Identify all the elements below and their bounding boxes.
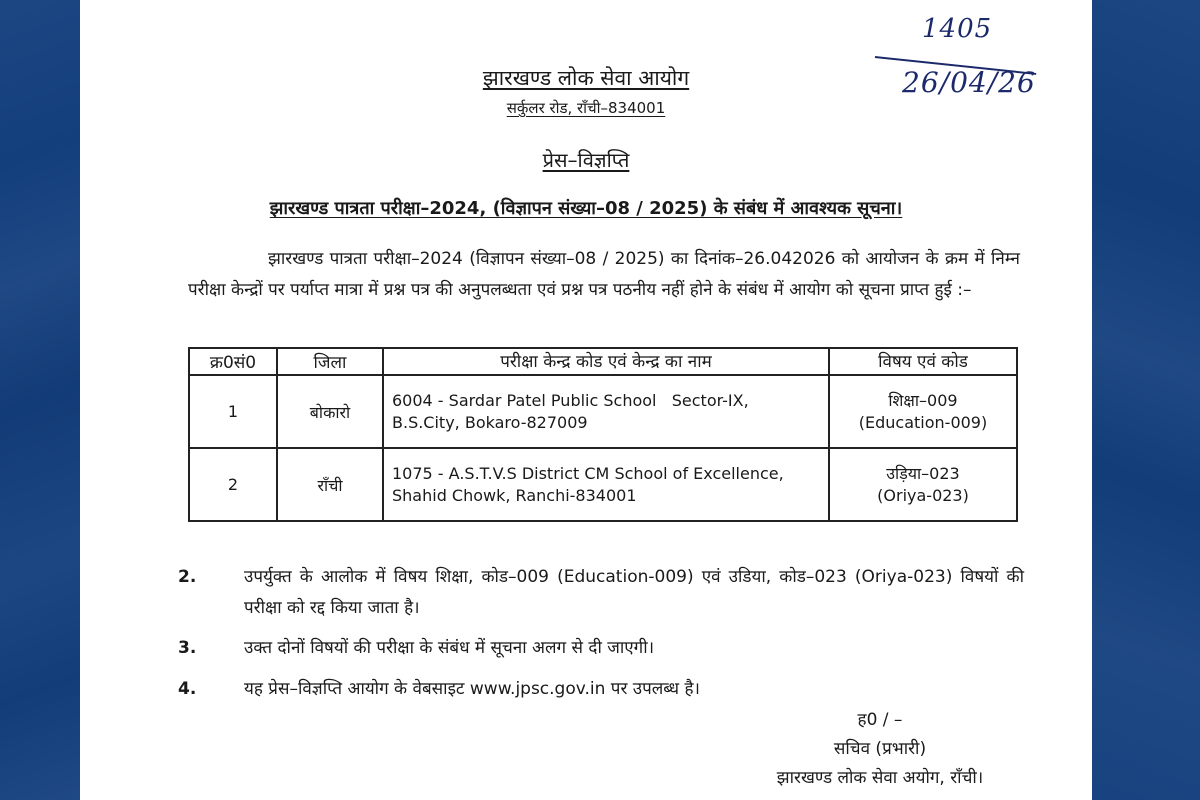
table-row bbox=[189, 448, 1017, 521]
subject-english: (Education-009) bbox=[858, 412, 988, 432]
left-blue-border bbox=[0, 0, 80, 800]
column-header-district: जिला bbox=[277, 348, 383, 375]
cell-centre bbox=[383, 448, 829, 521]
point-4 bbox=[178, 674, 1024, 705]
point-number: 3. bbox=[178, 638, 197, 658]
signature-block bbox=[700, 706, 1060, 793]
right-blue-border bbox=[1092, 0, 1200, 800]
exam-centre-table bbox=[188, 347, 1018, 522]
cell-district: राँची bbox=[277, 448, 383, 521]
centre-name-line: 1075 - A.S.T.V.S District CM School of Excellence, bbox=[392, 463, 784, 483]
column-header-centre: परीक्षा केन्द्र कोड एवं केन्द्र का नाम bbox=[383, 348, 829, 375]
press-release-document bbox=[80, 0, 1092, 800]
point-number: 2. bbox=[178, 567, 197, 587]
point-number: 4. bbox=[178, 679, 197, 699]
organization-address: सर्कुलर रोड, राँची–834001 bbox=[506, 99, 666, 117]
signatory-office: झारखण्ड लोक सेवा अयोग, राँची। bbox=[776, 768, 984, 788]
column-header-serial: क्र0सं0 bbox=[189, 348, 277, 375]
intro-paragraph: झारखण्ड पात्रता परीक्षा–2024 (विज्ञापन संख्या–08 / 2025) का दिनांक–26.042026 को आयोजन के क्रम में निम्न परीक्षा केन्द्रों पर पर्याप्त मात्रा में प्रश्न पत्र की अनुपलब्धता एवं प्रश्न पत्र पठनीय नहीं होने के संबंध में आयोग को सूचना प्राप्त हुई :– bbox=[188, 249, 1020, 300]
table-row bbox=[189, 375, 1017, 448]
cell-subject bbox=[829, 375, 1017, 448]
centre-name-line: 6004 - Sardar Patel Public School Sector-IX, bbox=[392, 390, 749, 410]
point-text: उपर्युक्त के आलोक में विषय शिक्षा, कोड–009 (Education-009) एवं उडिया, कोड–023 (Oriya-023) विषयों की परीक्षा को रद्द किया जाता है। bbox=[244, 567, 1024, 618]
subject-hindi: उड़िया–023 bbox=[886, 463, 960, 483]
organization-title: झारखण्ड लोक सेवा आयोग bbox=[482, 66, 690, 90]
point-text: यह प्रेस–विज्ञप्ति आयोग के वेबसाइट www.jpsc.gov.in पर उपलब्ध है। bbox=[244, 679, 700, 699]
signed-mark: ह0 / – bbox=[857, 710, 903, 730]
subject-english: (Oriya-023) bbox=[877, 485, 969, 505]
handwritten-date: 26/04/26 bbox=[902, 66, 1036, 99]
handwritten-reference-number: 1405 bbox=[922, 14, 993, 44]
signatory-designation: सचिव (प्रभारी) bbox=[833, 739, 927, 759]
cell-centre bbox=[383, 375, 829, 448]
cell-district: बोकारो bbox=[277, 375, 383, 448]
point-3 bbox=[178, 633, 1024, 664]
centre-address-line: Shahid Chowk, Ranchi-834001 bbox=[392, 485, 637, 505]
cell-serial: 2 bbox=[189, 448, 277, 521]
column-header-subject: विषय एवं कोड bbox=[829, 348, 1017, 375]
centre-address-line: B.S.City, Bokaro-827009 bbox=[392, 412, 588, 432]
cell-serial: 1 bbox=[189, 375, 277, 448]
subject-hindi: शिक्षा–009 bbox=[888, 390, 958, 410]
document-type-heading: प्रेस–विज्ञप्ति bbox=[542, 148, 630, 172]
point-text: उक्त दोनों विषयों की परीक्षा के संबंध में सूचना अलग से दी जाएगी। bbox=[244, 638, 655, 658]
table-header-row bbox=[189, 348, 1017, 375]
subject-line: झारखण्ड पात्रता परीक्षा–2024, (विज्ञापन संख्या–08 / 2025) के संबंध में आवश्यक सूचना। bbox=[269, 198, 903, 219]
point-2 bbox=[178, 562, 1024, 624]
cell-subject bbox=[829, 448, 1017, 521]
